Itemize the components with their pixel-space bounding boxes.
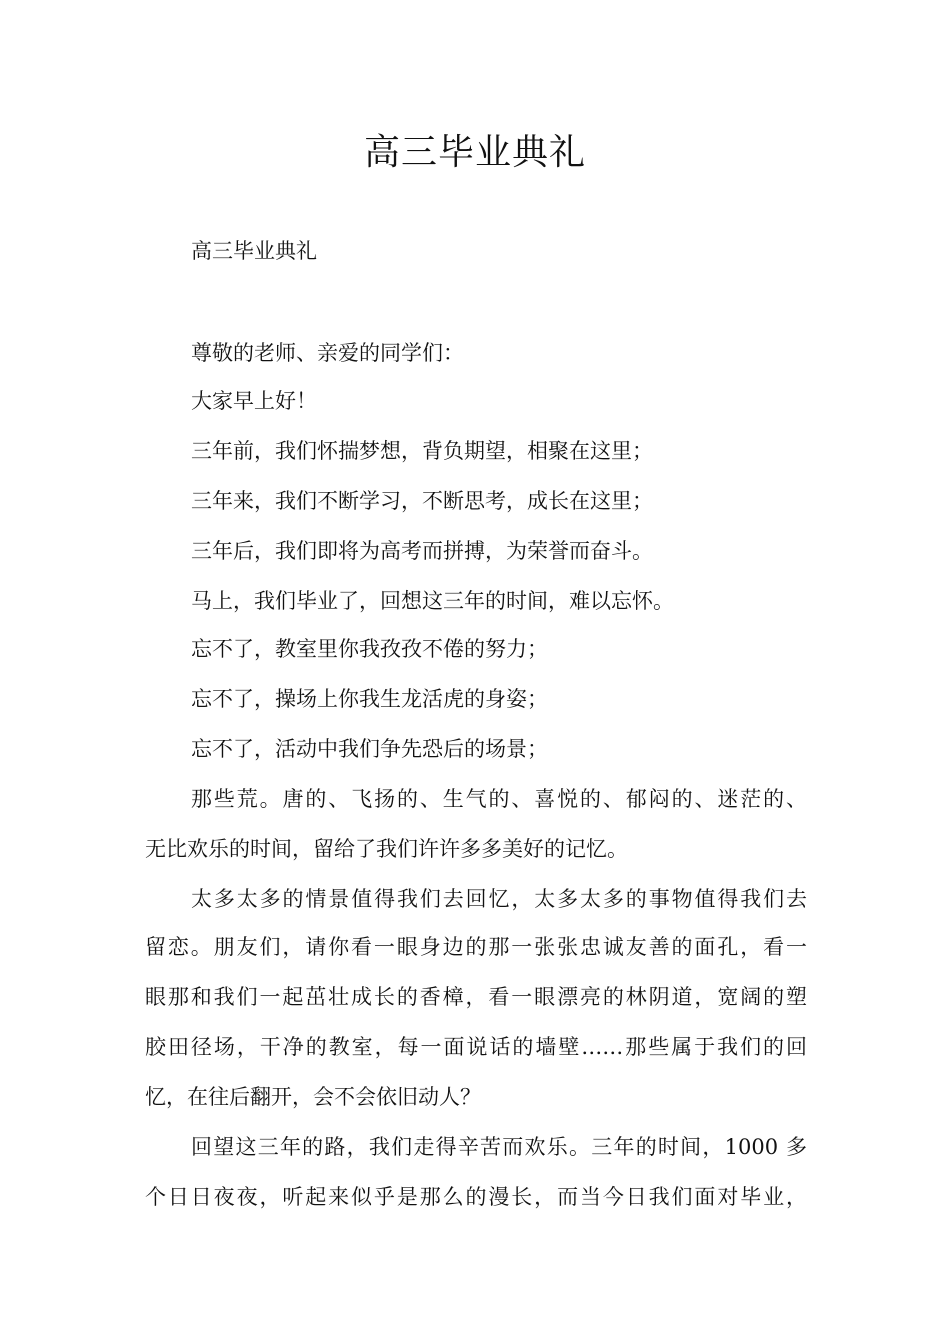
text-line: 太多太多的情景值得我们去回忆，太多太多的事物值得我们去 <box>191 887 807 911</box>
text-line: 回望这三年的路，我们走得辛苦而欢乐。三年的时间，1000 多 <box>191 1135 807 1159</box>
text-line: 忘不了，操场上你我生龙活虎的身姿； <box>191 687 548 711</box>
text-line: 大家早上好！ <box>191 389 317 413</box>
text-line: 三年前，我们怀揣梦想，背负期望，相聚在这里； <box>191 439 653 463</box>
text-line: 尊敬的老师、亲爱的同学们： <box>191 341 464 365</box>
text-line: 三年后，我们即将为高考而拼搏，为荣誉而奋斗。 <box>191 539 653 563</box>
text-line: 胶田径场，干净的教室，每一面说话的墙壁……那些属于我们的回 <box>145 1035 807 1059</box>
text-line: 那些荒。唐的、飞扬的、生气的、喜悦的、郁闷的、迷茫的、 <box>191 787 807 811</box>
text-line: 三年来，我们不断学习，不断思考，成长在这里； <box>191 489 653 513</box>
text-line: 眼那和我们一起茁壮成长的香樟，看一眼漂亮的林阴道，宽阔的塑 <box>145 985 807 1009</box>
text-line: 个日日夜夜，听起来似乎是那么的漫长，而当今日我们面对毕业， <box>145 1185 807 1209</box>
document-title: 高三毕业典礼 <box>363 132 586 173</box>
text-line: 忆，在往后翻开，会不会依旧动人？ <box>145 1085 481 1109</box>
subtitle-line: 高三毕业典礼 <box>191 239 317 263</box>
text-line: 无比欢乐的时间，留给了我们许许多多美好的记忆。 <box>145 837 628 861</box>
text-line: 忘不了，活动中我们争先恐后的场景； <box>191 737 548 761</box>
text-line: 留恋。朋友们，请你看一眼身边的那一张张忠诚友善的面孔，看一 <box>145 935 807 959</box>
text-line: 忘不了，教室里你我孜孜不倦的努力； <box>191 637 548 661</box>
text-line: 马上，我们毕业了，回想这三年的时间，难以忘怀。 <box>191 589 674 613</box>
